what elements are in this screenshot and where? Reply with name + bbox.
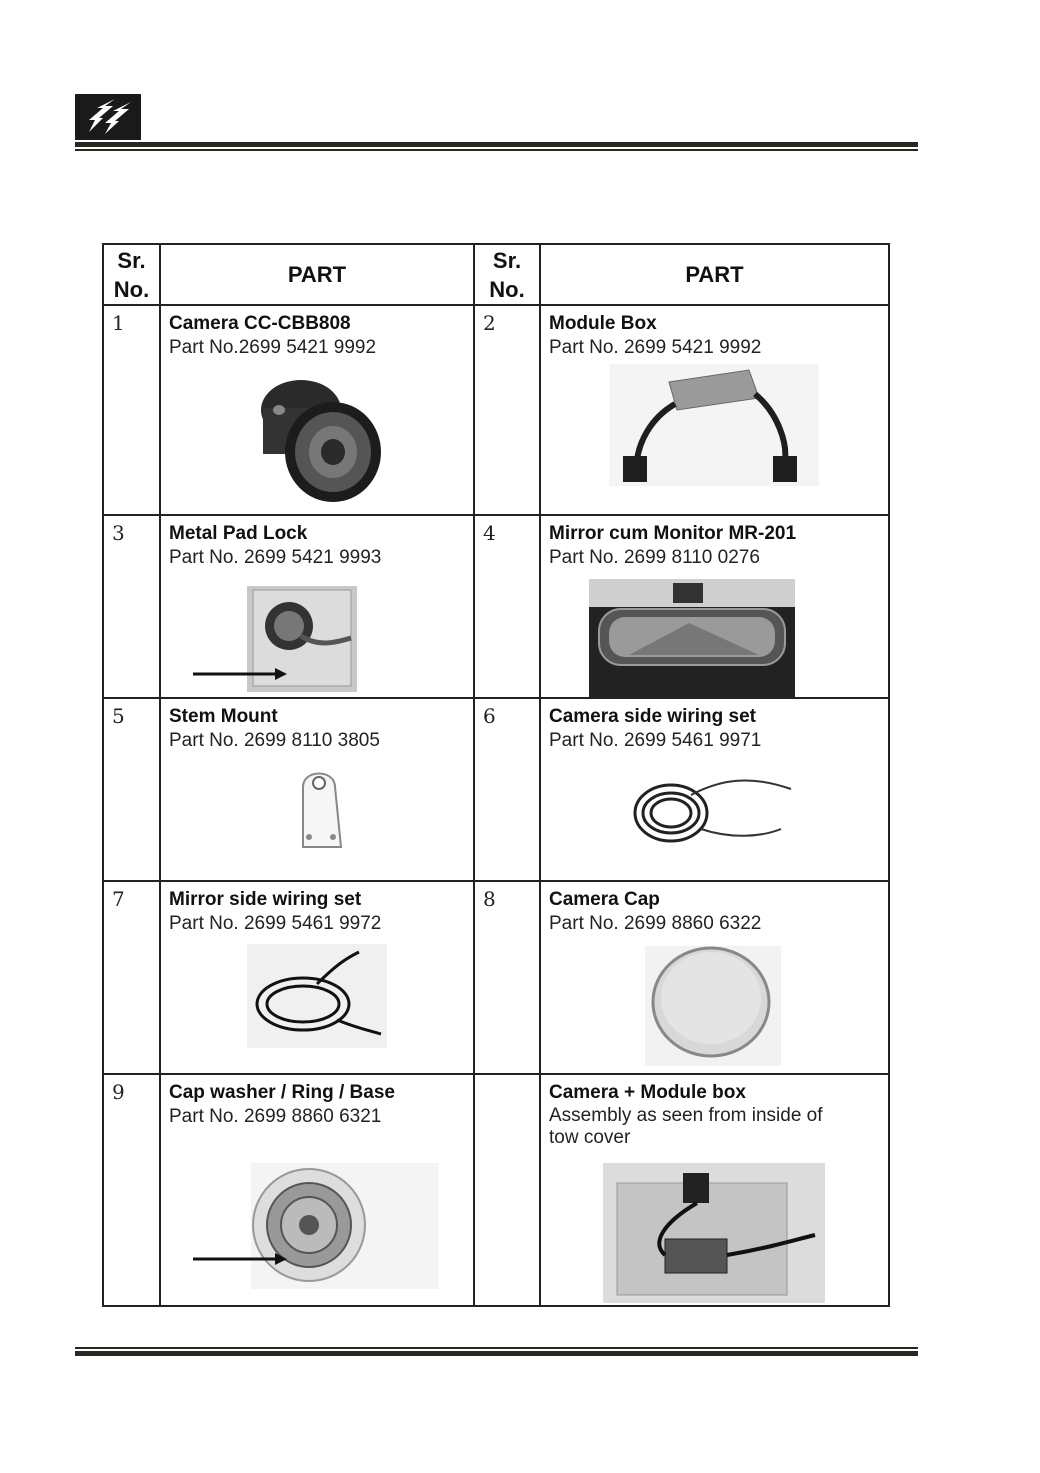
part-name: Cap washer / Ring / Base [169, 1082, 395, 1103]
camera-cap-image [645, 946, 781, 1066]
part-name: Camera side wiring set [549, 706, 756, 727]
sr-number: 7 [112, 887, 125, 911]
header-rule [75, 142, 918, 147]
metal-pad-lock-image [191, 586, 357, 692]
sr-number: 3 [112, 521, 125, 545]
mirror-monitor-image [589, 579, 795, 697]
part-number: Part No. 2699 5461 9972 [169, 913, 382, 934]
part-name: Mirror cum Monitor MR-201 [549, 523, 797, 544]
footer-rule-thin [75, 1347, 918, 1349]
part-header: PART [540, 244, 889, 305]
part-number: Part No. 2699 5421 9993 [169, 547, 382, 568]
part-name: Camera + Module box [549, 1082, 746, 1103]
table-row [103, 698, 889, 881]
part-number: Part No. 2699 8860 6322 [549, 913, 762, 934]
assembly-image [603, 1163, 825, 1303]
part-number: Part No. 2699 5421 9992 [549, 337, 762, 358]
part-name: Stem Mount [169, 706, 278, 727]
table-row [103, 305, 889, 515]
part-name: Camera CC-CBB808 [169, 313, 351, 334]
stem-mount-image [289, 763, 349, 851]
part-number: Part No. 2699 8860 6321 [169, 1106, 382, 1127]
part-number: Part No. 2699 8110 3805 [169, 730, 380, 751]
part-name: Module Box [549, 313, 657, 334]
part-name: Metal Pad Lock [169, 523, 308, 544]
sr-no-header: Sr. No. [103, 244, 160, 305]
footer-rule [75, 1351, 918, 1356]
sr-number: 5 [112, 704, 125, 728]
part-number: Part No.2699 5421 9992 [169, 337, 377, 358]
parts-table [102, 243, 890, 1307]
sr-number: 2 [483, 311, 496, 335]
part-header: PART [160, 244, 474, 305]
part-name: Mirror side wiring set [169, 889, 362, 910]
cap-washer-image [191, 1163, 439, 1289]
sr-number: 1 [112, 311, 125, 335]
sr-number: 4 [483, 521, 496, 545]
sr-number: 8 [483, 887, 496, 911]
header-rule-thin [75, 149, 918, 151]
part-number: Part No. 2699 5461 9971 [549, 730, 762, 751]
part-number: Part No. 2699 8110 0276 [549, 547, 760, 568]
camera-image [249, 368, 385, 506]
sr-number [475, 1075, 539, 1080]
camera-wiring-image [631, 759, 797, 855]
part-name: Camera Cap [549, 889, 660, 910]
mirror-wiring-image [247, 944, 387, 1048]
table-row [103, 515, 889, 698]
sr-no-header: Sr. No. [474, 244, 540, 305]
table-row [103, 881, 889, 1074]
sr-number: 6 [483, 704, 496, 728]
sr-number: 9 [112, 1080, 125, 1104]
part-description: tow cover [549, 1127, 631, 1148]
module-box-image [609, 364, 819, 486]
table-row [103, 1074, 889, 1306]
table-header-row [103, 244, 889, 305]
part-description: Assembly as seen from inside of [549, 1105, 823, 1126]
lightning-bolt-logo [75, 94, 141, 140]
